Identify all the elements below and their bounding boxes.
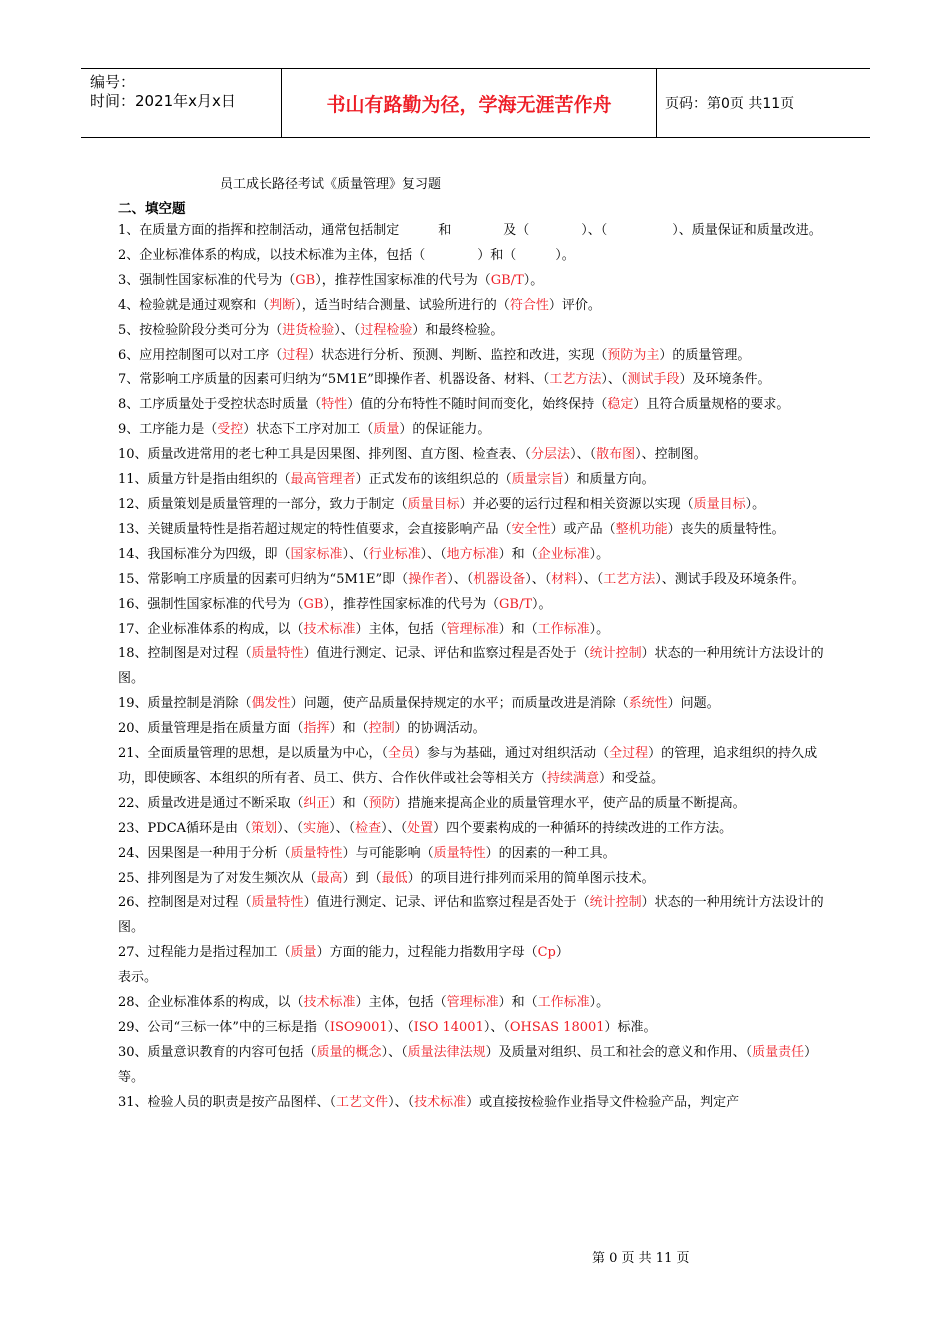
answer-text: OHSAS 18001 [509,1020,605,1035]
question-item [118,294,834,319]
page-footer: 第 0 页 共 11 页 [592,1251,690,1266]
answer-text: 偶发性 [251,696,291,712]
question-text: ）四个要素构成的一种循环的持续改进的工作方法。 [433,820,733,836]
question-item [118,817,834,842]
answer-text: 指挥 [303,721,330,737]
question-text: 16、强制性国家标准的代号为（ [118,596,304,612]
question-text: ）值进行测定、记录、评估和监察过程是否处于（ [303,895,590,911]
question-text: ）、（ [277,820,304,836]
question-text: 5、按检验阶段分类可分为（ [118,322,283,338]
answer-text: 持续满意 [547,770,600,786]
answer-text: 管理标准 [446,995,499,1011]
question-text: ）等。 [118,1044,818,1085]
question-item [118,792,834,817]
answer-text: 处置 [407,820,434,836]
question-text: ）、（ [329,820,356,836]
answer-text: 判断 [269,297,296,313]
question-text: ）、（ [334,322,361,338]
number-label: 编号： [90,73,136,91]
question-text: ）、（ [381,820,408,836]
question-text: ）和（ [329,795,369,811]
answer-text: 最高 [316,870,343,886]
question-text: ）和（ [498,995,538,1011]
question-item [118,219,834,244]
question-text: ）、控制图。 [635,447,707,463]
answer-text: 质量特性 [251,895,304,911]
question-text: ）和（ [329,721,369,737]
question-item [118,867,834,892]
question-text: ）、（ [483,1020,510,1035]
answer-text: 管理标准 [446,621,499,637]
question-text: ）。 [589,546,610,562]
question-text: ）与可能影响（ [342,845,434,861]
answer-text: 分层法 [531,447,571,463]
question-item [118,618,834,643]
header-motto: 书山有路勤为径，学海无涯苦作舟 [326,93,612,116]
answer-text: Cp [537,945,556,961]
answer-text: 检查 [355,820,382,836]
question-item [118,244,834,269]
question-text: ）及环境条件。 [679,372,771,388]
answer-text: 策划 [251,820,278,836]
header-divider [656,69,657,137]
question-text: ）、（ [342,546,369,562]
question-text: ）、（ [570,447,597,463]
answer-text: 进货检验 [282,322,335,338]
answer-text: 质量法律法规 [407,1044,486,1060]
question-text: 27、过程能力是指过程加工（ [118,945,291,961]
answer-text: 安全性 [511,521,551,537]
question-text: ）、（ [577,571,604,587]
question-text: ）和（ [498,621,538,637]
question-text: 26、控制图是对过程（ [118,895,252,911]
question-text: 表示。 [118,970,158,986]
answer-text: 材料 [551,571,578,587]
question-text: ）丧失的质量特性。 [667,521,785,537]
answer-text: 测试手段 [627,372,680,388]
question-text: ）的因素的一种工具。 [485,845,616,861]
question-text: ）标准。 [604,1020,657,1035]
answer-text: 质量特性 [290,845,343,861]
question-item [118,966,834,991]
question-item [118,717,834,742]
question-text: ）、（ [420,546,447,562]
question-text: ）的项目进行排列而采用的简单图示技术。 [407,870,655,886]
question-item [118,742,834,792]
question-text: ）、（ [388,1094,415,1110]
question-text: ）主体，包括（ [355,995,447,1011]
question-text: 22、质量改进是通过不断采取（ [118,795,304,811]
question-text: ）和质量方向。 [563,472,655,488]
question-text: 3、强制性国家标准的代号为（ [118,272,296,288]
answer-text: 工作标准 [537,621,590,637]
question-text: 9、工序能力是（ [118,422,218,438]
question-text: ）、（ [381,1044,408,1060]
question-item [118,319,834,344]
question-text: 29、公司“三标一体”中的三标是指（ [118,1020,330,1035]
answer-text: 质量 [373,422,400,438]
answer-text: 机器设备 [473,571,526,587]
question-text: ）和最终检验。 [412,322,504,338]
header-meta [90,73,280,111]
answer-text: ISO 14001 [413,1020,484,1035]
question-text: ）问题。 [667,696,720,712]
time-label: 时间：2021年x月x日 [90,92,236,110]
answer-text: 稳定 [607,397,634,413]
question-text: ）的保证能力。 [399,422,491,438]
question-text: ）评价。 [548,297,601,313]
answer-text: 工艺文件 [336,1094,389,1110]
question-item [118,518,834,543]
question-text: 7、常影响工序质量的因素可归纳为“5M1E”即操作者、机器设备、材料、（ [118,372,550,388]
question-text: ） [555,945,569,961]
answer-text: 过程 [282,347,309,363]
answer-text: GB [295,272,316,288]
answer-text: 特性 [321,397,348,413]
answer-text: 质量的概念 [316,1044,382,1060]
answer-text: 技术标准 [303,621,356,637]
answer-text: 工艺方法 [603,571,656,587]
answer-text: 质量宗旨 [511,472,564,488]
answer-text: 质量目标 [693,496,746,512]
answer-text: 国家标准 [290,546,343,562]
question-item [118,443,834,468]
answer-text: 散布图 [596,447,636,463]
question-text: ）、（ [525,571,552,587]
question-text: ）状态进行分析、预测、判断、监控和改进，实现（ [308,347,608,363]
answer-text: 地方标准 [446,546,499,562]
answer-text: 技术标准 [414,1094,467,1110]
answer-text: 质量特性 [433,845,486,861]
question-item [118,1091,834,1116]
question-text: 8、工序质量处于受控状态时质量（ [118,397,322,413]
answer-text: 全员 [388,746,415,762]
question-text: 11、质量方针是指由组织的（ [118,472,291,488]
question-item [118,941,834,966]
answer-text: 最高管理者 [290,472,356,488]
question-text: 28、企业标准体系的构成，以（ [118,995,304,1011]
answer-text: 行业标准 [368,546,421,562]
document-title: 员工成长路径考试《质量管理》复习题 [220,177,442,192]
question-text: 15、常影响工序质量的因素可归纳为“5M1E”即（ [118,571,409,587]
answer-text: 质量 [290,945,317,961]
question-item [118,991,834,1016]
question-item [118,692,834,717]
answer-text: 过程检验 [360,322,413,338]
question-text: ）的管理，追求组织的持久成功，即使顾客、本组织的所有者、员工、供方、合作伙伴或社会等相关方（ [118,746,818,786]
question-text: ），推荐性国家标准的代号为（ [315,272,491,288]
question-text: ）、测试手段及环境条件。 [655,571,805,587]
question-text: 14、我国标准分为四级，即（ [118,546,291,562]
question-text: ）状态的一种用统计方法设计的图。 [118,895,824,936]
question-text: ）值的分布特性不随时间而变化，始终保持（ [347,397,608,413]
question-text: ）的协调活动。 [394,721,486,737]
question-text: ）。 [532,596,552,612]
answer-text: GB [303,596,324,612]
answer-text: 全过程 [609,746,649,762]
question-item [118,1016,834,1041]
question-text: ）。 [589,621,610,637]
question-item [118,418,834,443]
question-text: 4、检验就是通过观察和（ [118,297,270,313]
question-text: ）问题，使产品质量保持规定的水平；而质量改进是消除（ [290,696,629,712]
question-item [118,269,834,294]
question-text: ）的质量管理。 [659,347,751,363]
answer-text: GB/T [490,272,524,288]
question-item [118,493,834,518]
question-text: ）并必要的运行过程和相关资源以实现（ [459,496,694,512]
question-text: ）状态下工序对加工（ [243,422,374,438]
question-text: 18、控制图是对过程（ [118,646,252,662]
question-list [118,219,834,1116]
answer-text: 技术标准 [303,995,356,1011]
question-text: ）到（ [342,870,382,886]
question-text: ）、（ [601,372,628,388]
document-header [81,68,870,138]
answer-text: 质量责任 [752,1044,805,1060]
question-item [118,368,834,393]
answer-text: 预防为主 [607,347,660,363]
question-text: ）且符合质量规格的要求。 [633,397,790,413]
question-text: 19、质量控制是消除（ [118,696,252,712]
question-text: 21、全面质量管理的思想，是以质量为中心，（ [118,746,389,762]
answer-text: 统计控制 [589,646,642,662]
answer-text: 系统性 [628,696,668,712]
answer-text: 预防 [368,795,395,811]
answer-text: GB/T [499,596,533,612]
answer-text: 实施 [303,820,330,836]
answer-text: 工艺方法 [549,372,602,388]
question-text: ）、（ [447,571,474,587]
answer-text: 纠正 [303,795,330,811]
question-text: ）及质量对组织、员工和社会的意义和作用、（ [485,1044,753,1060]
question-text: 30、质量意识教育的内容可包括（ [118,1044,317,1060]
question-item [118,393,834,418]
question-text: 2、企业标准体系的构成，以技术标准为主体，包括（ ）和（ ）。 [118,247,575,263]
answer-text: 整机功能 [615,521,668,537]
question-text: 20、质量管理是指在质量方面（ [118,721,304,737]
answer-text: 质量特性 [251,646,304,662]
question-text: ）或产品（ [550,521,616,537]
question-text: 23、PDCA循环是由（ [118,820,252,836]
question-text: 24、因果图是一种用于分析（ [118,845,291,861]
answer-text: 符合性 [509,297,549,313]
question-text: ）主体，包括（ [355,621,447,637]
question-text: ）和受益。 [599,770,665,786]
question-text: ）参与为基础，通过对组织活动（ [414,746,610,762]
question-item [118,642,834,692]
question-text: 25、排列图是为了对发生频次从（ [118,870,317,886]
question-text: ）措施来提高企业的质量管理水平，使产品的质量不断提高。 [394,795,746,811]
question-text: 1、在质量方面的指挥和控制活动，通常包括制定 和 及（ ）、（ ）、质量保证和质量改进。 [118,223,822,238]
question-text: ）、（ [387,1020,414,1035]
question-item [118,344,834,369]
question-text: 10、质量改进常用的老七种工具是因果图、排列图、直方图、检查表、（ [118,447,532,463]
question-item [118,1041,834,1091]
question-text: ）状态的一种用统计方法设计的图。 [118,646,824,687]
question-text: 13、关键质量特性是指若超过规定的特性值要求，会直接影响产品（ [118,521,512,537]
answer-text: 工作标准 [537,995,590,1011]
question-text: 6、应用控制图可以对工序（ [118,347,283,363]
question-text: ）和（ [498,546,538,562]
question-text: ），适当时结合测量、试验所进行的（ [295,297,510,313]
question-text: ），推荐性国家标准的代号为（ [323,596,500,612]
question-item [118,593,834,618]
question-item [118,568,834,593]
question-text: 12、质量策划是质量管理的一部分，致力于制定（ [118,496,408,512]
question-text: ）。 [745,496,766,512]
question-item [118,891,834,941]
question-item [118,468,834,493]
section-heading: 二、填空题 [118,201,186,217]
answer-text: 企业标准 [537,546,590,562]
question-item [118,842,834,867]
question-text: ）方面的能力，过程能力指数用字母（ [316,945,538,961]
question-text: ）或直接按检验作业指导文件检验产品，判定产 [466,1094,740,1110]
question-text: 17、企业标准体系的构成，以（ [118,621,304,637]
answer-text: 受控 [217,422,244,438]
question-text: ）值进行测定、记录、评估和监察过程是否处于（ [303,646,590,662]
question-item [118,543,834,568]
answer-text: ISO9001 [329,1020,388,1035]
answer-text: 质量目标 [407,496,460,512]
question-text: ）正式发布的该组织总的（ [355,472,512,488]
question-text: ）。 [589,995,610,1011]
header-page-info: 页码：第0页 共11页 [665,96,795,112]
answer-text: 最低 [381,870,408,886]
answer-text: 操作者 [408,571,448,587]
question-text: 31、检验人员的职责是按产品图样、（ [118,1094,337,1110]
question-text: ）。 [523,272,544,288]
answer-text: 统计控制 [589,895,642,911]
answer-text: 控制 [368,721,395,737]
